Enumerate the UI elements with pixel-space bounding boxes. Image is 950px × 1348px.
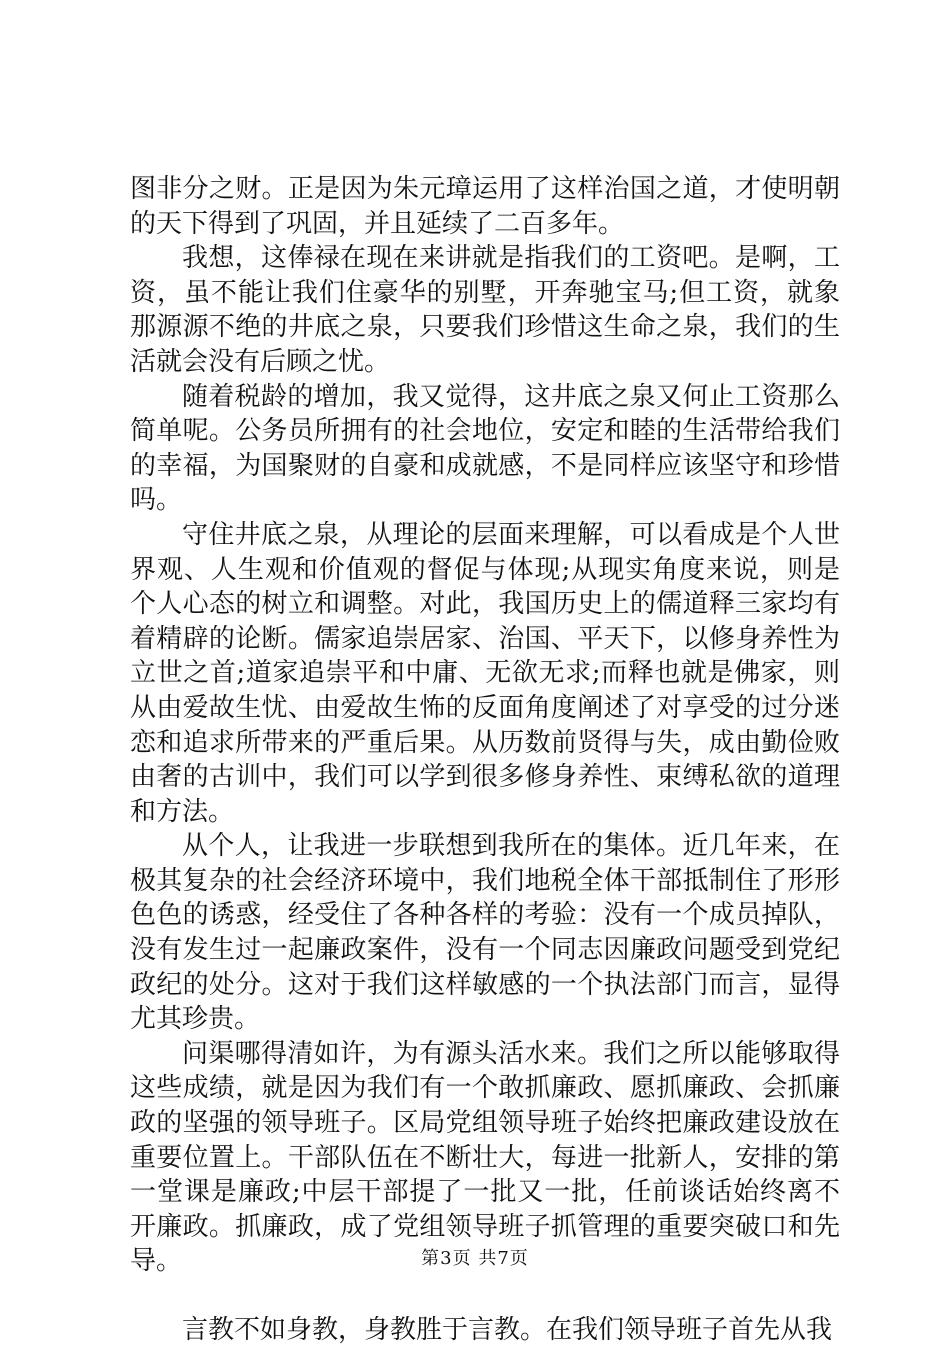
paragraph-4: 守住井底之泉，从理论的层面来理解，可以看成是个人世界观、人生观和价值观的督促与体现;从现实角度来说，则是个人心态的树立和调整。对此，我国历史上的儒道释三家均有着精辟的论断。儒家追崇居家、治国、平天下，以修身养性为立世之首;道家追崇平和中庸、无欲无求;而释也就是佛家，则从由爱故生忧、由爱故生怖的反面角度阐述了对享受的过分迷恋和追求所带来的严重后果。从历数前贤得与失，成由勤俭败由奢的古训中，我们可以学到很多修身养性、束缚私欲的道理和方法。 <box>130 519 840 827</box>
paragraph-1: 图非分之财。正是因为朱元璋运用了这样治国之道，才使明朝的天下得到了巩固，并且延续了二百多年。 <box>130 174 840 239</box>
body-text <box>130 172 840 1348</box>
page-number-footer: 第3页 共7页 <box>421 1248 529 1269</box>
paragraph-6: 问渠哪得清如许，为有源头活水来。我们之所以能够取得这些成绩，就是因为我们有一个敢抓廉政、愿抓廉政、会抓廉政的坚强的领导班子。区局党组领导班子始终把廉政建设放在重要位置上。干部队伍在不断壮大，每进一批新人，安排的第一堂课是廉政;中层干部提了一批又一批，任前谈话始终离不开廉政。抓廉政，成了党组领导班子抓管理的重要突破口和先导。 <box>130 1038 840 1277</box>
paragraph-3: 随着税龄的增加，我又觉得，这井底之泉又何止工资那么简单呢。公务员所拥有的社会地位，安定和睦的生活带给我们的幸福，为国聚财的自豪和成就感，不是同样应该坚守和珍惜吗。 <box>130 381 840 516</box>
paragraph-5: 从个人，让我进一步联想到我所在的集体。近几年来，在极其复杂的社会经济环境中，我们地税全体干部抵制住了形形色色的诱惑，经受住了各种各样的考验：没有一个成员掉队，没有发生过一起廉政案件，没有一个同志因廉政问题受到党纪政纪的处分。这对于我们这样敏感的一个执法部门而言，显得尤其珍贵。 <box>130 831 840 1035</box>
paragraph-7: 言教不如身教，身教胜于言教。在我们领导班子首先从我 <box>182 1315 833 1345</box>
paragraph-2: 我想，这俸禄在现在来讲就是指我们的工资吧。是啊，工资，虽不能让我们住豪华的别墅，开奔驰宝马;但工资，就象那源源不绝的井底之泉，只要我们珍惜这生命之泉，我们的生活就会没有后顾之忧。 <box>130 243 840 377</box>
